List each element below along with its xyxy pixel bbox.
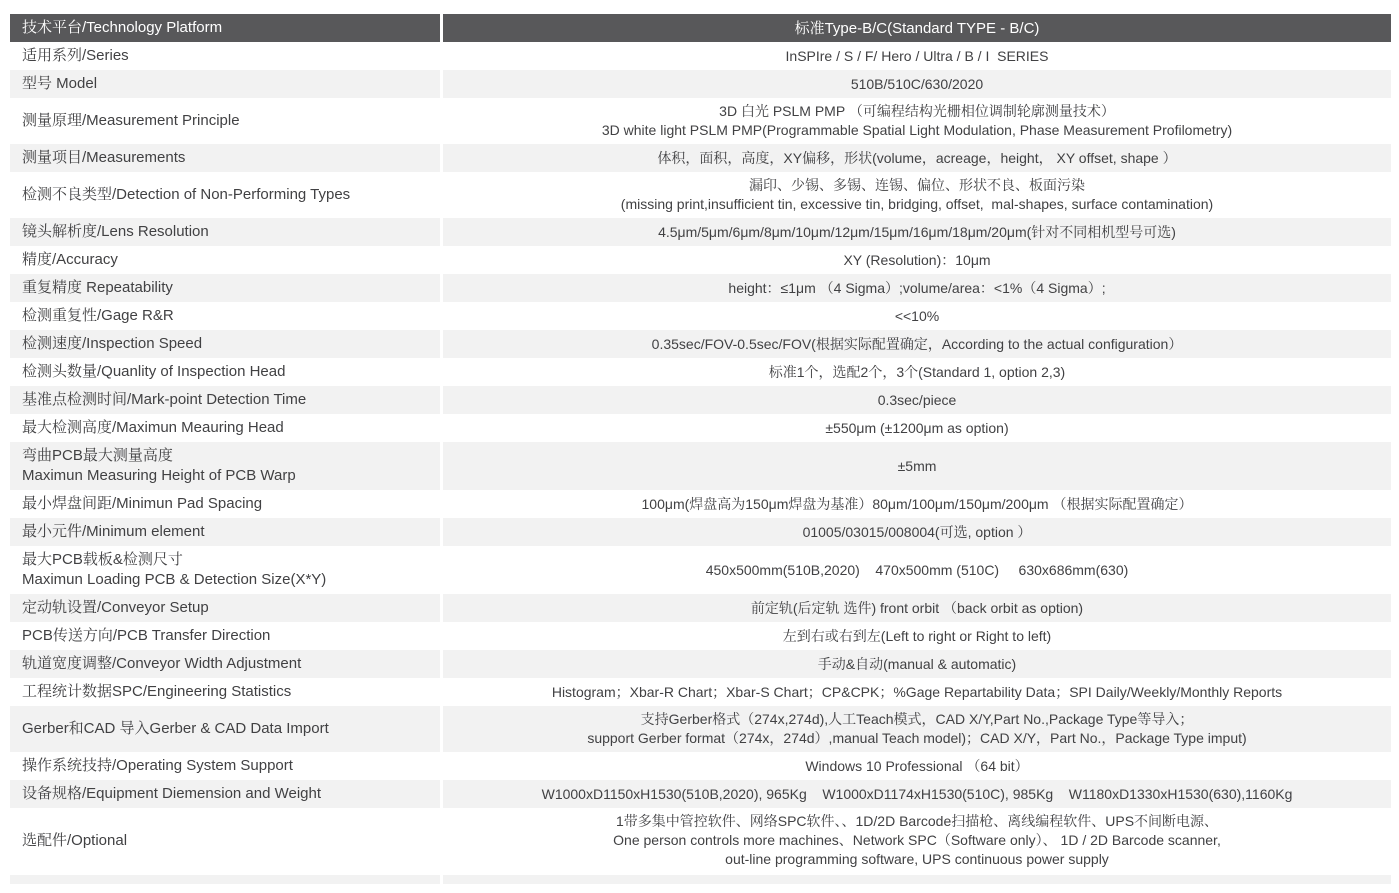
table-row [10, 650, 1391, 678]
label-line: 检测重复性/Gage R&R [22, 307, 174, 324]
label-line: 最小元件/Minimum element [22, 523, 205, 540]
label-line: 测量项目/Measurements [22, 149, 186, 166]
label-line: 工程统计数据SPC/Engineering Statistics [22, 683, 292, 700]
table-row [10, 218, 1391, 246]
label-line: 检测不良类型/Detection of Non-Performing Types [22, 186, 351, 203]
header-value-cell [443, 14, 1391, 42]
row-label [10, 246, 443, 274]
partial-value-cell [443, 875, 1391, 884]
table-row [10, 622, 1391, 650]
label-line: 设备规格/Equipment Diemension and Weight [22, 785, 322, 802]
label-line: 检测头数量/Quanlity of Inspection Head [22, 363, 286, 380]
table-row [10, 808, 1391, 873]
table-body [10, 42, 1391, 873]
table-row [10, 414, 1391, 442]
label-line: 轨道宽度调整/Conveyor Width Adjustment [22, 655, 302, 672]
label-line: PCB传送方向/PCB Transfer Direction [22, 627, 271, 644]
row-value [443, 622, 1391, 650]
label-line: 重复精度 Repeatability [22, 279, 173, 296]
label-line: 定动轨设置/Conveyor Setup [22, 599, 209, 616]
table-row [10, 330, 1391, 358]
value-line: 0.3sec/piece [877, 391, 957, 408]
row-label [10, 330, 443, 358]
value-line: 4.5μm/5μm/6μm/8μm/10μm/12μm/15μm/16μm/18μm/20μm(针对不同相机型号可选) [658, 223, 1176, 240]
label-line: Maximun Loading PCB & Detection Size(X*Y) [22, 571, 327, 588]
value-line: <<10% [894, 307, 940, 324]
row-label [10, 144, 443, 172]
value-line: height：≤1μm （4 Sigma）;volume/area：<1%（4 Sigma）; [728, 279, 1106, 296]
table-row [10, 358, 1391, 386]
label-line: 最大检测高度/Maximun Meauring Head [22, 419, 284, 436]
row-value [443, 678, 1391, 706]
row-label [10, 518, 443, 546]
row-label [10, 386, 443, 414]
header-value-text: 标准Type-B/C(Standard TYPE - B/C) [794, 19, 1040, 37]
row-label [10, 546, 443, 594]
label-line: 镜头解析度/Lens Resolution [22, 223, 209, 240]
value-line: ±550μm (±1200μm as option) [825, 419, 1009, 436]
row-label [10, 172, 443, 218]
row-value [443, 172, 1391, 218]
table-row [10, 274, 1391, 302]
value-line: 3D 白光 PSLM PMP （可编程结构光栅相位调制轮廓测量技术） [719, 103, 1115, 119]
table-row [10, 302, 1391, 330]
partial-label-cell [10, 875, 443, 884]
header-label-cell [10, 14, 443, 42]
label-line: 弯曲PCB最大测量高度 [22, 447, 173, 464]
row-value [443, 358, 1391, 386]
value-line: XY (Resolution)：10μm [843, 251, 991, 268]
value-line: 0.35sec/FOV-0.5sec/FOV(根据实际配置确定，According to the actual configuration） [651, 335, 1183, 352]
table-row [10, 594, 1391, 622]
row-value [443, 144, 1391, 172]
row-value [443, 650, 1391, 678]
label-line: Maximun Measuring Height of PCB Warp [22, 467, 296, 484]
value-line: (missing print,insufficient tin, excessive tin, bridging, offset, mal-shapes, surface contamination) [620, 196, 1214, 212]
row-value [443, 70, 1391, 98]
row-value [443, 594, 1391, 622]
row-value [443, 706, 1391, 752]
row-label [10, 414, 443, 442]
value-line: 3D white light PSLM PMP(Programmable Spatial Light Modulation, Phase Measurement Profilometry) [601, 122, 1233, 138]
value-line: Windows 10 Professional （64 bit） [805, 757, 1029, 774]
row-value [443, 442, 1391, 490]
value-line: 手动&自动(manual & automatic) [817, 655, 1017, 672]
value-line: 支持Gerber格式（274x,274d),人工Teach模式，CAD X/Y,Part No.,Package Type等导入； [640, 711, 1194, 727]
table-row [10, 42, 1391, 70]
label-line: 检测速度/Inspection Speed [22, 335, 203, 352]
row-label [10, 780, 443, 808]
value-line: ±5mm [897, 457, 937, 474]
label-line: 型号 Model [22, 75, 98, 92]
table-row [10, 246, 1391, 274]
value-line: 左到右或右到左(Left to right or Right to left) [782, 627, 1052, 644]
partial-bottom-row [10, 875, 1391, 884]
table-header-row [10, 14, 1391, 42]
table-row [10, 386, 1391, 414]
row-label [10, 490, 443, 518]
value-line: 前定轨(后定轨 选件) front orbit （back orbit as option) [750, 599, 1084, 616]
row-label [10, 98, 443, 144]
row-label [10, 650, 443, 678]
value-line: out-line programming software, UPS continuous power supply [725, 851, 1109, 867]
row-value [443, 218, 1391, 246]
table-row [10, 546, 1391, 594]
row-value [443, 42, 1391, 70]
row-label [10, 752, 443, 780]
header-label-text: 技术平台/Technology Platform [22, 19, 223, 36]
table-row [10, 490, 1391, 518]
label-line: 基准点检测时间/Mark-point Detection Time [22, 391, 307, 408]
row-value [443, 386, 1391, 414]
row-value [443, 414, 1391, 442]
label-line: 测量原理/Measurement Principle [22, 112, 240, 129]
value-line: 漏印、少锡、多锡、连锡、偏位、形状不良、板面污染 [749, 177, 1085, 193]
row-label [10, 70, 443, 98]
row-value [443, 546, 1391, 594]
row-label [10, 274, 443, 302]
row-label [10, 302, 443, 330]
row-value [443, 518, 1391, 546]
table-row [10, 70, 1391, 98]
value-line: One person controls more machines、Network SPC（Software only）、 1D / 2D Barcode scanner, [613, 832, 1221, 848]
value-line: W1000xD1150xH1530(510B,2020), 965Kg W1000xD1174xH1530(510C), 985Kg W1180xD1330xH1530(630),1160Kg [541, 785, 1293, 802]
row-value [443, 246, 1391, 274]
table-row [10, 518, 1391, 546]
row-value [443, 490, 1391, 518]
row-value [443, 302, 1391, 330]
label-line: 适用系列/Series [22, 47, 129, 64]
label-line: Gerber和CAD 导入Gerber & CAD Data Import [22, 720, 329, 737]
value-line: 450x500mm(510B,2020) 470x500mm (510C) 630x686mm(630) [705, 561, 1129, 578]
label-line: 操作系统技持/Operating System Support [22, 757, 293, 774]
row-label [10, 622, 443, 650]
value-line: 1带多集中管控软件、网络SPC软件、、1D/2D Barcode扫描枪、离线编程软件、UPS不间断电源、 [615, 813, 1219, 829]
row-value [443, 274, 1391, 302]
table-row [10, 678, 1391, 706]
row-value [443, 780, 1391, 808]
row-label [10, 358, 443, 386]
label-line: 最大PCB载板&检测尺寸 [22, 551, 183, 568]
row-label [10, 808, 443, 873]
row-label [10, 706, 443, 752]
table-row [10, 172, 1391, 218]
value-line: 标准1个，选配2个，3个(Standard 1, option 2,3) [768, 363, 1066, 380]
spec-table [10, 14, 1391, 884]
table-row [10, 442, 1391, 490]
table-row [10, 752, 1391, 780]
label-line: 最小焊盘间距/Minimun Pad Spacing [22, 495, 263, 512]
row-value [443, 752, 1391, 780]
table-row [10, 780, 1391, 808]
row-label [10, 42, 443, 70]
row-value [443, 98, 1391, 144]
row-label [10, 218, 443, 246]
row-value [443, 808, 1391, 873]
table-row [10, 144, 1391, 172]
row-label [10, 678, 443, 706]
label-line: 选配件/Optional [22, 831, 128, 849]
table-row [10, 98, 1391, 144]
value-line: 510B/510C/630/2020 [850, 75, 984, 92]
value-line: support Gerber format（274x，274d）,manual Teach model)；CAD X/Y，Part No.，Package Type imput) [587, 730, 1247, 746]
value-line: 体积，面积，高度，XY偏移，形状(volume，acreage，height， XY offset, shape ） [657, 149, 1177, 166]
value-line: Histogram；Xbar-R Chart；Xbar-S Chart；CP&CPK；%Gage Repartability Data；SPI Daily/Weekly/Monthly Reports [551, 683, 1283, 700]
value-line: 01005/03015/008004(可选, option ） [802, 523, 1032, 540]
row-label [10, 442, 443, 490]
value-line: InSPIre / S / F/ Hero / Ultra / B / I SERIES [785, 47, 1049, 64]
row-value [443, 330, 1391, 358]
row-label [10, 594, 443, 622]
table-row [10, 706, 1391, 752]
label-line: 精度/Accuracy [22, 251, 118, 268]
value-line: 100μm(焊盘高为150μm焊盘为基准）80μm/100μm/150μm/200μm （根据实际配置确定） [641, 495, 1193, 512]
